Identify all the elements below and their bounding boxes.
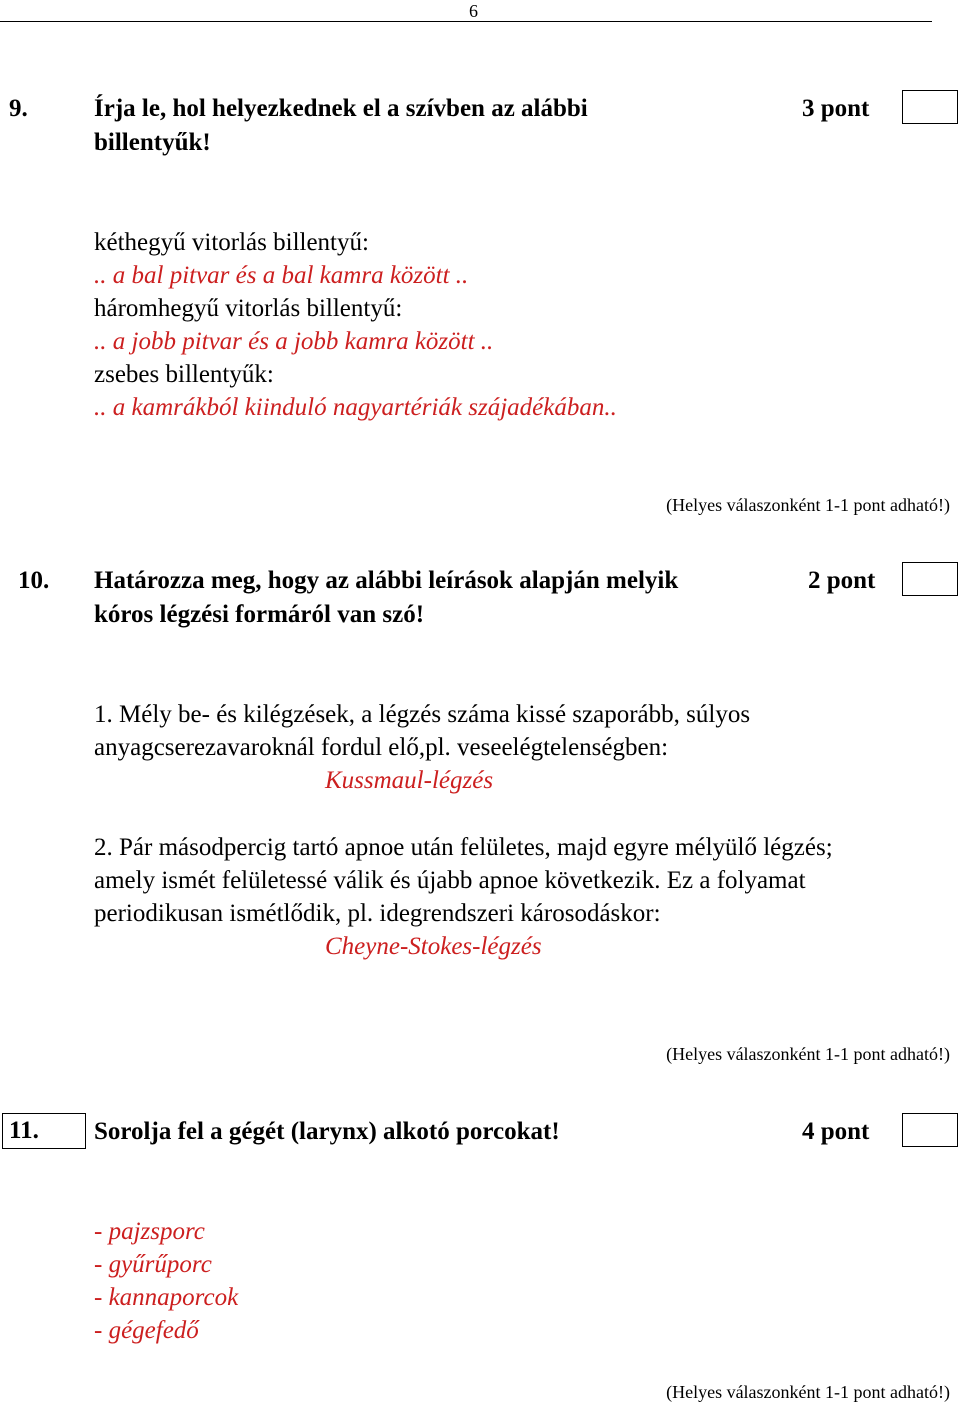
q11-number: 11. [2, 1113, 86, 1149]
q9-points: 3 pont [802, 95, 870, 122]
q10-item2-answer: Cheyne-Stokes-légzés [325, 933, 542, 960]
q11-score-box[interactable] [902, 1113, 958, 1147]
q11-note: (Helyes válaszonként 1-1 pont adható!) [666, 1382, 950, 1402]
q10-note: (Helyes válaszonként 1-1 pont adható!) [666, 1044, 950, 1064]
q10-item1-line2: anyagcserezavaroknál fordul elő,pl. veseelégtelenségben: [94, 734, 669, 761]
q9-question-line1: Írja le, hol helyezkednek el a szívben az alábbi [94, 95, 588, 122]
q11-answer: - kannaporcok [94, 1284, 239, 1311]
q11-answer: - gyűrűporc [94, 1251, 212, 1278]
page-number: 6 [469, 1, 478, 21]
q10-item1-line1: 1. Mély be- és kilégzések, a légzés száma kissé szaporább, súlyos [94, 701, 751, 728]
q10-points: 2 pont [808, 567, 876, 594]
q9-item-label: zsebes billentyűk: [94, 361, 274, 388]
q9-item-label: háromhegyű vitorlás billentyű: [94, 295, 403, 322]
q10-item2-line1: 2. Pár másodpercig tartó apnoe után felületes, majd egyre mélyülő légzés; [94, 834, 833, 861]
q9-question-line2: billentyűk! [94, 129, 211, 156]
q10-question-line2: kóros légzési formáról van szó! [94, 601, 425, 628]
q9-score-box[interactable] [902, 90, 958, 124]
q11-question: Sorolja fel a gégét (larynx) alkotó porcokat! [94, 1118, 560, 1145]
q11-answer: - pajzsporc [94, 1218, 205, 1245]
q9-item-answer: .. a jobb pitvar és a jobb kamra között .. [94, 328, 494, 355]
q10-number: 10. [18, 567, 50, 594]
q10-question-line1: Határozza meg, hogy az alábbi leírások alapján melyik [94, 567, 679, 594]
q11-answer: - gégefedő [94, 1317, 199, 1344]
q10-item1-answer: Kussmaul-légzés [325, 767, 494, 794]
q9-item-answer: .. a kamrákból kiinduló nagyartériák szájadékában.. [94, 394, 617, 421]
q9-item-answer: .. a bal pitvar és a bal kamra között .. [94, 262, 469, 289]
q10-item2-line3: periodikusan ismétlődik, pl. idegrendszeri károsodáskor: [94, 900, 661, 927]
header-rule [0, 21, 932, 22]
q9-number: 9. [9, 95, 28, 122]
q11-points: 4 pont [802, 1118, 870, 1145]
q9-note: (Helyes válaszonként 1-1 pont adható!) [666, 495, 950, 515]
q10-item2-line2: amely ismét felületessé válik és újabb apnoe következik. Ez a folyamat [94, 867, 806, 894]
q10-score-box[interactable] [902, 562, 958, 596]
q9-item-label: kéthegyű vitorlás billentyű: [94, 229, 369, 256]
